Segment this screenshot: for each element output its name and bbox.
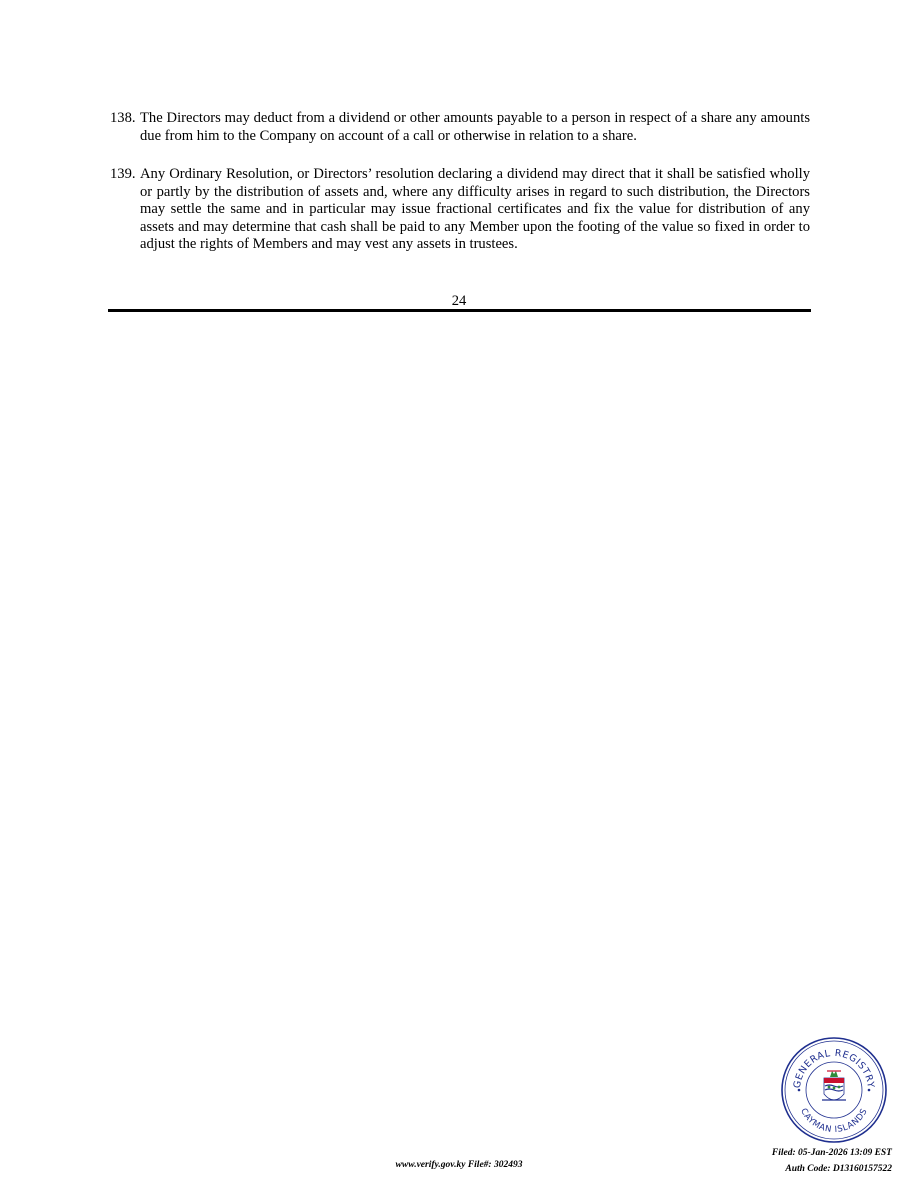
verification-url: www.verify.gov.ky File#: 302493 — [395, 1160, 523, 1170]
clause-139 — [110, 166, 810, 254]
filing-info — [772, 1145, 892, 1177]
clause-number: 139. — [110, 166, 136, 182]
clause-text: Any Ordinary Resolution, or Directors’ resolution declaring a dividend may direct that it shall be satisfied wholly or partly by the distribution of assets and, where any difficulty arises in regard to such distribution, the Directors may settle the same and in particular may issue fractional certificates and fix the value for distribution of any assets and may determine that cash shall be paid to any Member upon the footing of the value so fixed in order to adjust the rights of Members and may vest any assets in trustees. — [140, 166, 810, 252]
footer-rule — [108, 309, 811, 312]
filed-timestamp: Filed: 05-Jan-2026 13:09 EST — [771, 1148, 892, 1158]
general-registry-seal-icon — [780, 1036, 888, 1144]
clause-text: The Directors may deduct from a dividend or other amounts payable to a person in respect of a share any amounts due from him to the Company on account of a call or otherwise in relation to a share. — [140, 110, 810, 144]
svg-text:CAYMAN ISLANDS: CAYMAN ISLANDS — [798, 1106, 870, 1136]
page-number: 24 — [451, 293, 467, 309]
clause-138 — [110, 110, 810, 145]
auth-code: Auth Code: D13160157522 — [785, 1164, 892, 1174]
coat-of-arms-icon — [822, 1071, 846, 1100]
svg-text:GENERAL REGISTRY: GENERAL REGISTRY — [791, 1047, 877, 1089]
clause-number: 138. — [110, 110, 136, 126]
